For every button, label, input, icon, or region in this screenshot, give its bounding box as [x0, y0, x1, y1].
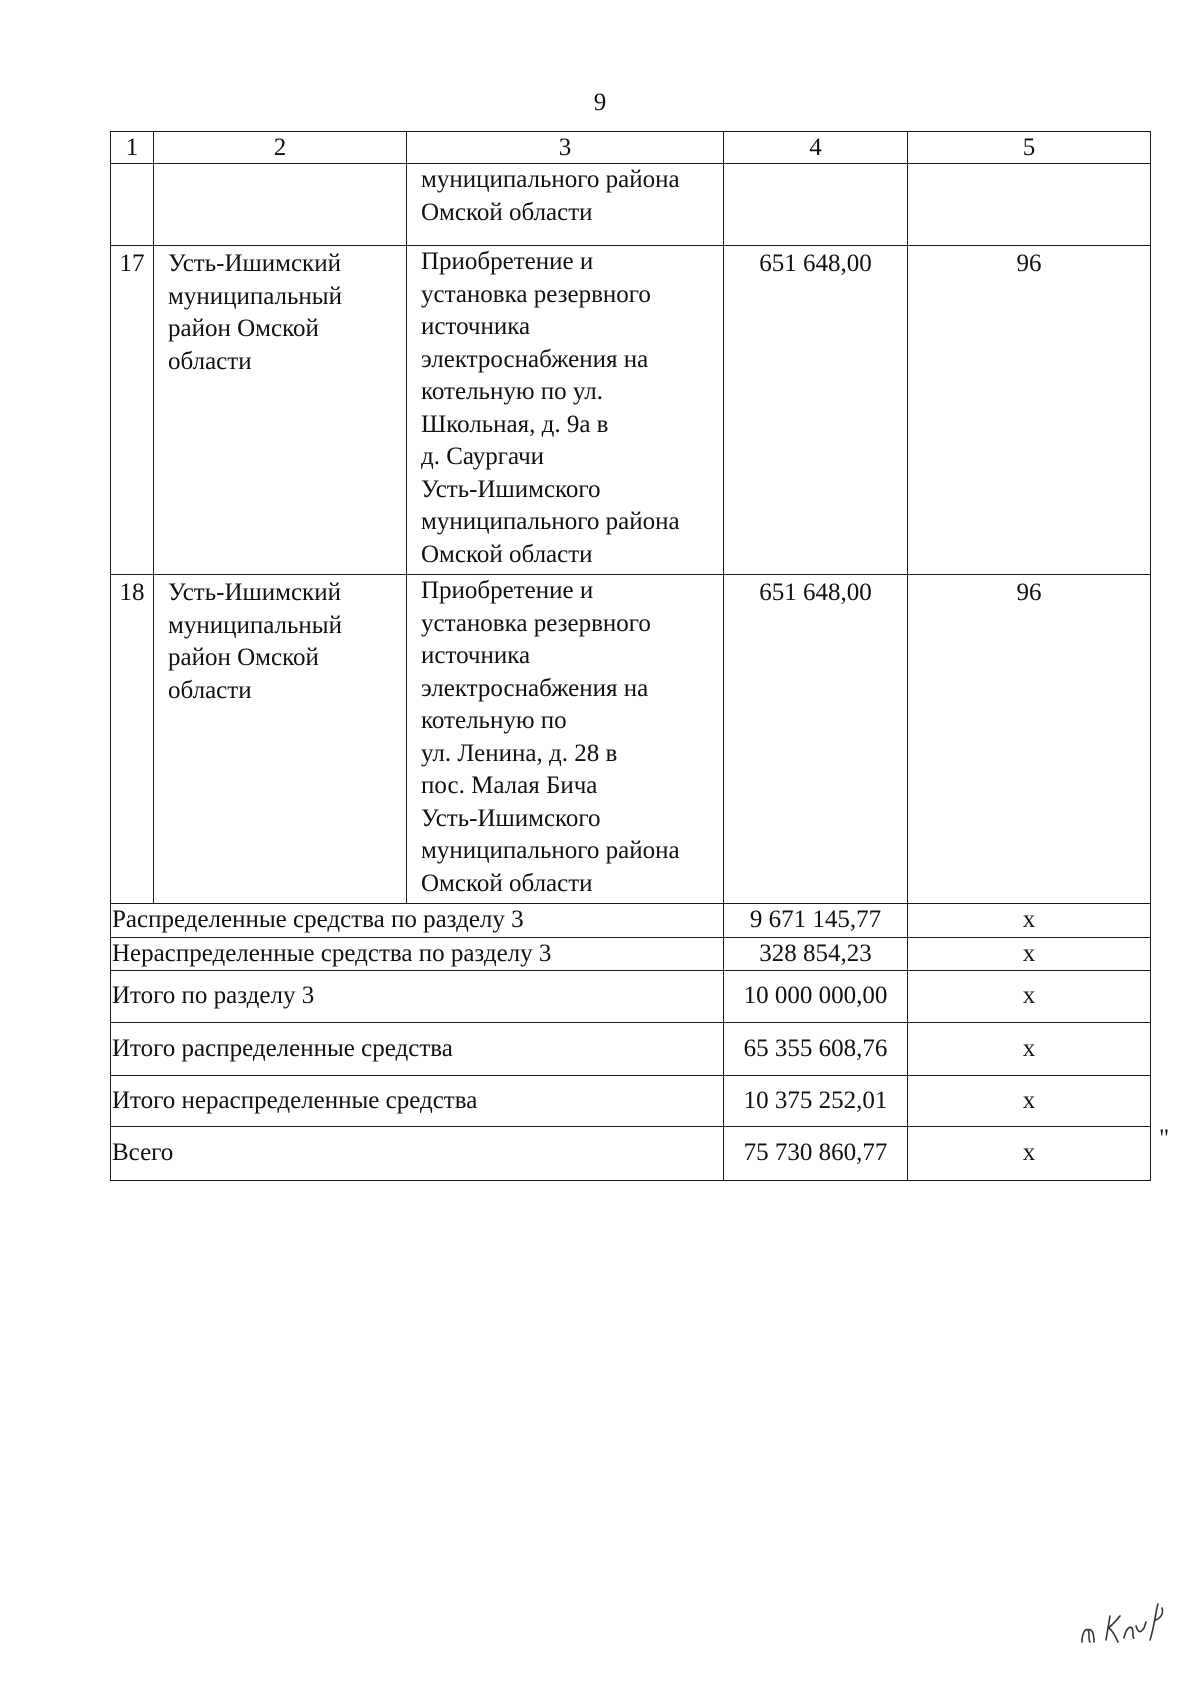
column-header: 4	[724, 132, 908, 164]
column-header: 5	[908, 132, 1151, 164]
description-cell: Приобретение и установка резервного источника электроснабжения на котельную по ул. Школьная, д. 9а в д. Саургачи Усть-Ишимского муниципального района Омской области	[407, 246, 724, 575]
sum-cell: 651 648,00	[724, 575, 908, 904]
description-cell: Приобретение и установка резервного источника электроснабжения на котельную по ул. Ленина, д. 28 в пос. Малая Бича Усть-Ишимского муниципального района Омской области	[407, 575, 724, 904]
summary-label: Распределенные средства по разделу 3	[111, 904, 724, 938]
summary-mark: х	[908, 971, 1151, 1023]
column-header: 2	[154, 132, 407, 164]
summary-label: Нераспределенные средства по разделу 3	[111, 937, 724, 971]
summary-mark: х	[908, 904, 1151, 938]
summary-label: Всего	[111, 1127, 724, 1181]
summary-row	[111, 1076, 1151, 1127]
summary-label: Итого по разделу 3	[111, 971, 724, 1023]
summary-label: Итого нераспределенные средства	[111, 1076, 724, 1127]
sum-cell	[724, 164, 908, 246]
summary-mark: х	[908, 937, 1151, 971]
budget-table	[110, 131, 1151, 1181]
closing-quote: "	[1159, 1125, 1170, 1152]
sum-cell: 651 648,00	[724, 246, 908, 575]
summary-row	[111, 1127, 1151, 1181]
row-number: 18	[111, 575, 154, 904]
summary-label: Итого распределенные средства	[111, 1023, 724, 1076]
summary-value: 75 730 860,77	[724, 1127, 908, 1181]
description-cell: муниципального района Омской области	[407, 164, 724, 246]
summary-mark: х	[908, 1127, 1151, 1181]
summary-value: 9 671 145,77	[724, 904, 908, 938]
table-row	[111, 164, 1151, 246]
summary-row	[111, 904, 1151, 938]
table-header-row	[111, 132, 1151, 164]
summary-value: 65 355 608,76	[724, 1023, 908, 1076]
municipality-cell	[154, 164, 407, 246]
summary-value: 328 854,23	[724, 937, 908, 971]
municipality-cell: Усть-Ишимский муниципальный район Омской области	[154, 246, 407, 575]
handwritten-initials	[1076, 1598, 1176, 1659]
summary-mark: х	[908, 1023, 1151, 1076]
column-header: 3	[407, 132, 724, 164]
row-number	[111, 164, 154, 246]
summary-row	[111, 971, 1151, 1023]
summary-value: 10 375 252,01	[724, 1076, 908, 1127]
row-number: 17	[111, 246, 154, 575]
summary-row	[111, 937, 1151, 971]
table-row	[111, 575, 1151, 904]
summary-mark: х	[908, 1076, 1151, 1127]
column-header: 1	[111, 132, 154, 164]
table-row	[111, 246, 1151, 575]
percent-cell: 96	[908, 246, 1151, 575]
page-number: 9	[593, 89, 607, 116]
summary-row	[111, 1023, 1151, 1076]
municipality-cell: Усть-Ишимский муниципальный район Омской области	[154, 575, 407, 904]
percent-cell: 96	[908, 575, 1151, 904]
summary-value: 10 000 000,00	[724, 971, 908, 1023]
percent-cell	[908, 164, 1151, 246]
